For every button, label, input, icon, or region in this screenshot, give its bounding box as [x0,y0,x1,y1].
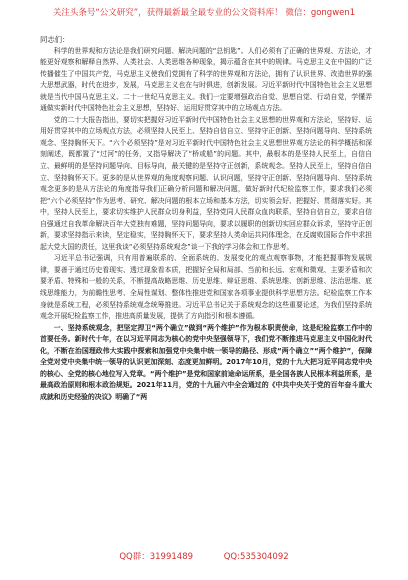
paragraph-3: 习近平总书记强调，只有用普遍联系的、全面系统的、发展变化的观点观察事物，才能把握事物发展规律，要善于通过历史看现实、透过现象看本质，把握好全局和局部、当前和长远、宏观和微观、主要矛盾和次要矛盾、特殊和一般的关系，不断提高战略思维、历史思维、辩证思维、系统思维、创新思维、法治思维、底线思维能力，为前瞻性思考、全局性谋划、整体性推进党和国家各项事业提供科学思想方法。纪检监察工作本身就是系统工程，必须坚持系统观念统筹推进。习近平总书记关于系统观念的这些重要论述，为我们坚持系统观念开展纪检监察工作，推进高质量发展，提供了方向指引和根本遵循。 [40,254,372,321]
salutation: 同志们： [40,35,70,44]
document-body [40,34,372,539]
promo-banner: 关注头条号“公文研究”，获得最新最全最专业的公文资料库！ 微信：gongwen1 [52,8,356,18]
qq-contact-text: QQ:535304092 [223,552,289,562]
qq-group-text: QQ群：31991489 [119,552,194,562]
paragraph-2: 党的二十大报告指出，要切实把握好习近平新时代中国特色社会主义思想的世界观和方法论，坚持好、运用好贯穿其中的立场观点方法，必须坚持人民至上、坚持自信自立、坚持守正创新、坚持问题导向、坚持系统观念、坚持胸怀天下。“六个必须坚持”是对习近平新时代中国特色社会主义思想世界观方法论的科学概括和深刻阐述，既都置了“过河”的任务，又指导解决了“桥或船”的问题。其中，最根本的是坚持人民至上，自信自立、最鲜明的是坚持问题导向、目标导向，最关键的是坚持守正创新，系统观念。坚持人民至上，坚持自信自立、坚持胸怀天下。更多的是从世界观的角度观察问题、认识问题，坚持守正创新、坚持问题导向、坚持系统观念更多的是从方法论的角度指导我们正确分析问题和解决问题，做好新时代纪检监察工作，要求我们必须把“六个必须坚持”作为思考、研究、解决问题的根本立场和基本方法，切实领会好、把握好、贯彻落实好。其中，坚持人民至上，要求切实维护人民群众切身利益，坚持党同人民群众血肉联系，坚持自信自立，要求自信自强通过自我革命解决百年大党独有难题，坚持问题导向，要求以履职的创新切实回应群众诉求，坚持守正创新，要求坚持指示来读，坚定稳实，坚持胸怀天下，要求坚持人类命运共同体理念，在反腐败国际合作中求担起大党大国的责任，这里我谈“必须坚持系统观念”谈一下我的学习体会和工作思考。 [40,115,372,251]
contact-footer [0,546,408,568]
section-heading-paragraph: 一、坚持系统观念，把坚定捍卫“两个确立”做到“两个维护”作为根本职责使命，这是纪检监察工作中的首要任务。新时代十年，在以习近平同志为核心的党中央坚强领导下，我们党不断推进马克思主义中国化时代化，不断在治国理政伟大实践中探索和加强党中央集中统一领导的路径、形成“两个确立”“两个维护”，保障全党对党中央集中统一领导的认识更加深刻、态度更加鲜明。2017年10月，党的十九大把习近平同志党中央的核心、全党的核心地位写入党章。“两个维护”是党和国家前途命运所系，是全国各族人民根本利益所系，是最高政治原则和根本政治规矩。2021年11月，党的十九届六中全会通过的《中共中央关于党的百年奋斗重大成就和历史经验的决议》明确了“两 [40,323,372,401]
paragraph-1: 科学的世界观和方法论是我们研究问题、解决问题的“总钥匙”。人们必须有了正确的世界观、方法论，才能更好观察和解释自然界、人类社会、人类思维各种现象，揭示蕴含在其中的规律。马克思主义在中国的广泛传播催生了中国共产党，马克思主义使我们党拥有了科学的世界观和方法论，拥有了认识世界、改造世界的强大思想武器，时代在进步，发展，马克思主义也在与时俱进，创新发展。习近平新时代中国特色社会主义思想就是当代中国马克思主义、二十一世纪马克思主义。我们一定要增强政治自觉、思想自觉、行动自觉，学懂弄通做实新时代中国特色社会主义思想，坚持好、运用好贯穿其中的立场观点方法。 [40,46,372,113]
